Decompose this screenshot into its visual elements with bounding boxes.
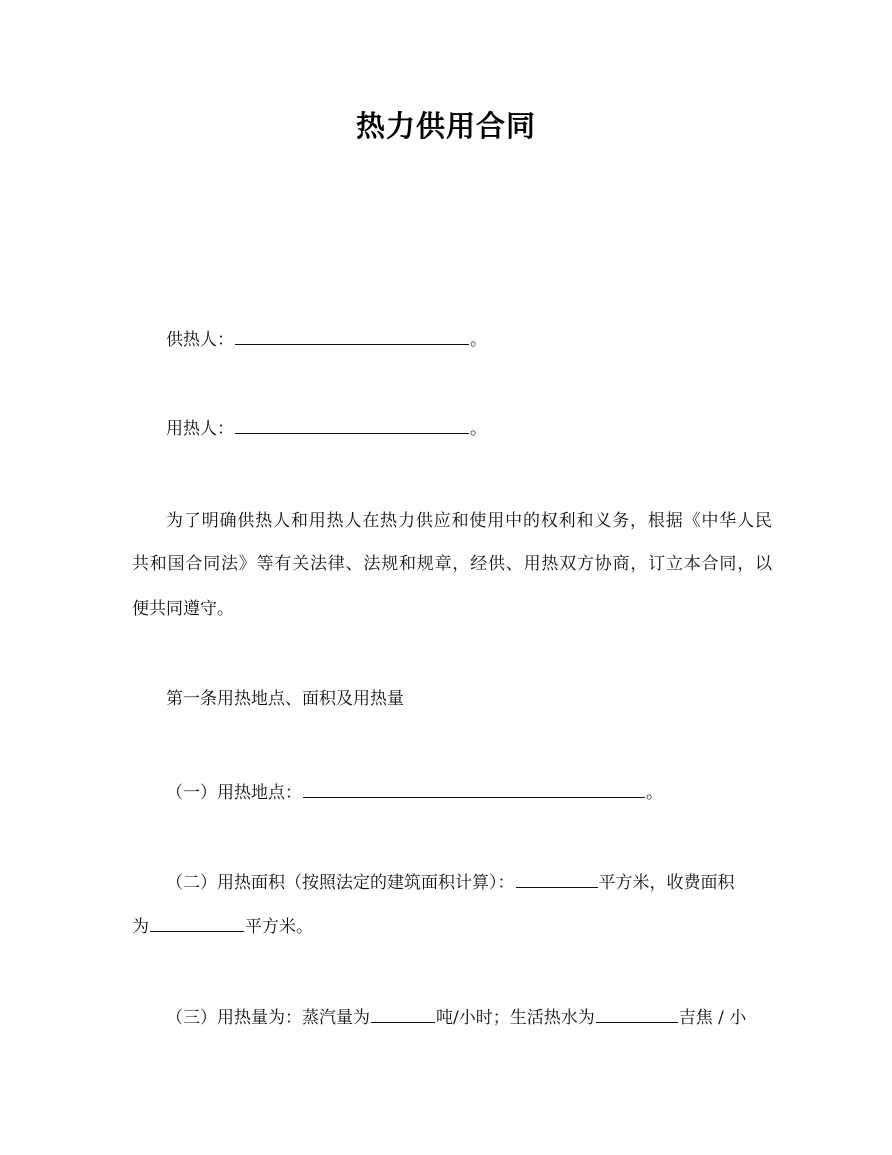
article1-heading: 第一条用热地点、面积及用热量	[166, 689, 404, 709]
heating-area-blank[interactable]	[516, 870, 598, 888]
user-end: 。	[470, 419, 487, 439]
item1-end: 。	[646, 783, 663, 803]
item2-prefix: （二）用热面积（按照法定的建筑面积计算）：	[166, 873, 515, 893]
item1-label: （一）用热地点：	[166, 783, 302, 803]
supplier-line	[166, 327, 772, 352]
preamble-line-3: 便共同遵守。	[132, 599, 234, 619]
item3-suffix: 吉焦 / 小	[678, 1008, 747, 1028]
document-title: 热力供用合同	[355, 109, 536, 143]
supplier-label: 供热人：	[166, 330, 234, 350]
article1-item2-line-1	[166, 870, 772, 895]
item2-line2-prefix: 为	[132, 917, 149, 937]
item3-mid1: 吨/小时；生活热水为	[436, 1008, 595, 1028]
user-blank[interactable]	[235, 416, 469, 434]
user-label: 用热人：	[166, 419, 234, 439]
preamble-line-2: 共和国合同法》等有关法律、法规和规章，经供、用热双方协商，订立本合同，以	[132, 554, 772, 574]
steam-amount-blank[interactable]	[371, 1005, 435, 1023]
article1-item1-line	[166, 780, 772, 805]
location-blank[interactable]	[303, 780, 645, 798]
article1-item3-line	[166, 1005, 772, 1030]
supplier-blank[interactable]	[235, 327, 469, 345]
user-line	[166, 416, 772, 441]
item2-line2-suffix: 平方米。	[245, 917, 313, 937]
supplier-end: 。	[470, 330, 487, 350]
item3-prefix: （三）用热量为：蒸汽量为	[166, 1008, 370, 1028]
billing-area-blank[interactable]	[150, 914, 244, 932]
article1-item2-line-2	[132, 914, 772, 939]
hot-water-amount-blank[interactable]	[596, 1005, 678, 1023]
item2-mid: 平方米，收费面积	[598, 873, 735, 893]
preamble-line-1: 为了明确供热人和用热人在热力供应和使用中的权利和义务，根据《中华人民	[166, 511, 772, 531]
